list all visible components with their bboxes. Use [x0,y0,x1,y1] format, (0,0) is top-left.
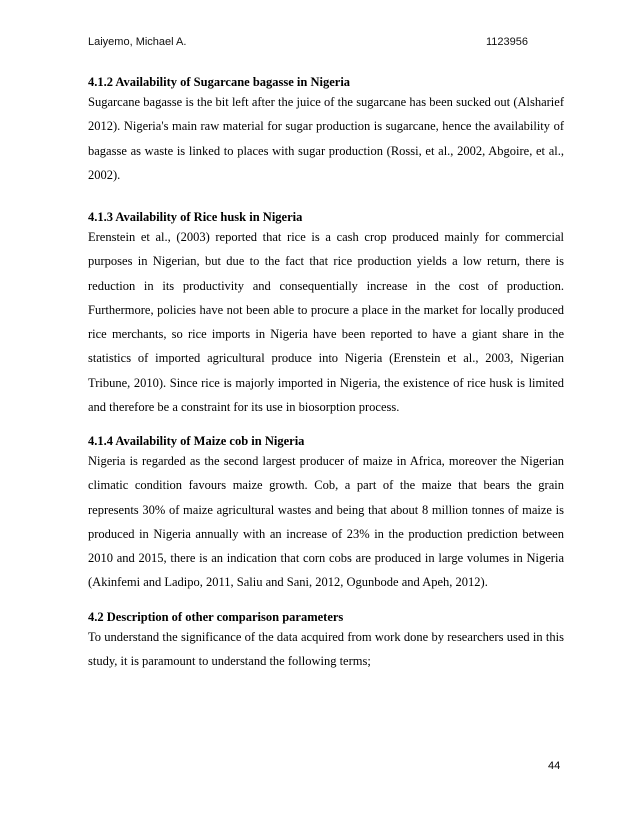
header-author: Laiyemo, Michael A. [88,36,187,48]
section-body: Erenstein et al., (2003) reported that rice is a cash crop produced mainly for commercial purposes in Nigerian, but due to the fact that rice production yields a low return, there is reduction in its productivity and consequentially increase in the cost of production. Furthermore, policies have not been able to procure a place in the market for locally produced rice merchants, so rice imports in Nigeria have been reported to have a giant share in the statistics of imported agricultural produce into Nigeria (Erenstein et al., 2003, Nigerian Tribune, 2010). Since rice is majorly imported in Nigeria, the existence of rice husk is limited and therefore be a constraint for its use in biosorption process. [88,230,564,415]
section-body: To understand the significance of the data acquired from work done by researchers used in this study, it is paramount to understand the following terms; [88,630,564,669]
section-rice-husk [88,209,564,419]
section-sugarcane-bagasse [88,74,564,187]
section-comparison-parameters [88,609,564,674]
section-body: Nigeria is regarded as the second largest producer of maize in Africa, moreover the Nigerian climatic condition favours maize growth. Cob, a part of the maize that bears the grain represents 30% of maize agricultural wastes and being that about 8 million tonnes of maize is produced in Nigeria annually with an increase of 23% in the production prediction between 2010 and 2015, there is an indication that corn cobs are produced in large volumes in Nigeria (Akinfemi and Ladipo, 2011, Saliu and Sani, 2012, Ogunbode and Apeh, 2012). [88,454,564,590]
section-heading: 4.1.2 Availability of Sugarcane bagasse in Nigeria [88,75,351,89]
section-heading: 4.2 Description of other comparison parameters [88,610,344,624]
section-heading: 4.1.4 Availability of Maize cob in Nigeria [88,434,305,448]
page-number: 44 [548,760,561,772]
header-student-id: 1123956 [486,36,529,48]
section-maize-cob [88,433,564,595]
section-body: Sugarcane bagasse is the bit left after the juice of the sugarcane has been sucked out (Alsharief 2012). Nigeria's main raw material for sugar production is sugarcane, hence the availability of bagasse as waste is linked to places with sugar production (Rossi, et al., 2002, Abgoire, et al., 2002). [88,95,564,182]
section-heading: 4.1.3 Availability of Rice husk in Nigeria [88,210,303,224]
